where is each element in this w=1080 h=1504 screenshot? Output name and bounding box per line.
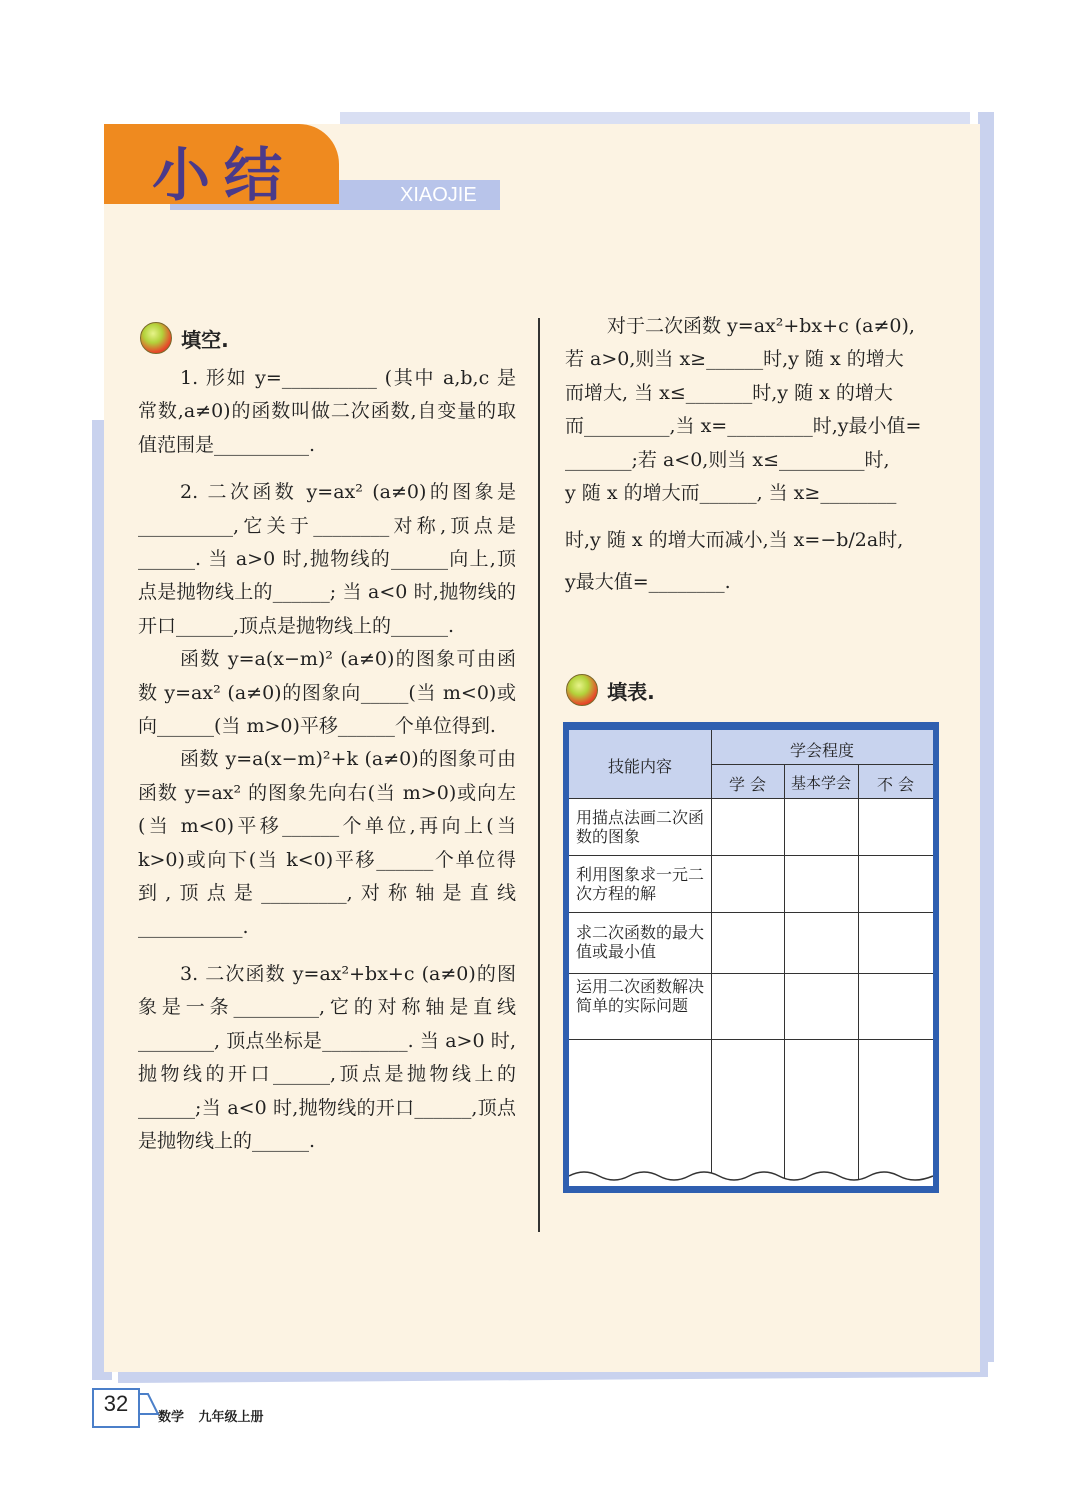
question-2-vertex: 函数 y=a(x−m)²+k (a≠0)的图象可由函数 y=ax² 的图象先向右(当 m>0)或向左(当 m<0)平移______个单位,再向上(当 k>0)或向下(当 k<0)平移______个单位得到,顶点是_________,对称轴是直线___________. <box>138 748 516 938</box>
page-number: 32 <box>103 1391 129 1416</box>
page-title: 小结 <box>152 141 297 209</box>
right-line-6: y 随 x 的增大而______, 当 x≥________ <box>565 482 897 505</box>
right-line-7: 时,y 随 x 的增大而减小,当 x=−b/2a时, <box>565 529 904 552</box>
right-line-8: y最大值=________. <box>565 570 731 593</box>
table-row-skill-1: 用描点法画二次函数的图象 <box>576 808 705 846</box>
table-hline <box>569 1039 933 1040</box>
header-not-learned: 不 会 <box>876 775 915 794</box>
table-hline <box>569 855 933 856</box>
right-line-1: 对于二次函数 y=ax²+bx+c (a≠0), <box>607 315 915 337</box>
table-wavy-edge <box>569 1166 933 1186</box>
page-corner-arrow-icon <box>138 1392 160 1422</box>
skills-table <box>569 730 933 1186</box>
book-title: 数学 九年级上册 <box>158 1410 264 1425</box>
question-3: 3. 二次函数 y=ax²+bx+c (a≠0)的图象是一条_________,它的对称轴是直线________, 顶点坐标是_________. 当 a>0 时,抛物线的开口______,顶点是抛物线上的______;当 a<0 时,抛物线的开口______,顶点是抛物线上的______. <box>138 962 516 1152</box>
fill-blank-icon <box>140 322 172 354</box>
fill-table-icon <box>566 674 598 706</box>
page-top-strip <box>340 112 970 124</box>
section-fill-blank <box>140 322 229 354</box>
table-row-skill-3: 求二次函数的最大值或最小值 <box>576 923 705 961</box>
section-fill-table <box>566 674 655 706</box>
right-line-5: _______;若 a<0,则当 x≤_________时, <box>565 448 890 471</box>
table-hline <box>569 798 933 799</box>
table-vline <box>784 764 785 1186</box>
page-shadow-right <box>978 112 994 1362</box>
table-row-skill-4: 运用二次函数解决简单的实际问题 <box>576 977 705 1015</box>
column-divider <box>538 318 540 1232</box>
right-line-3: 而增大, 当 x≤_______时,y 随 x 的增大 <box>565 381 893 404</box>
header-mastery-level: 学会程度 <box>789 741 854 760</box>
header-skill-content: 技能内容 <box>607 757 672 776</box>
table-hline <box>569 973 933 974</box>
header-basically-learned: 基本学会 <box>790 774 851 792</box>
question-1: 1. 形如 y=__________ (其中 a,b,c 是常数,a≠0)的函数叫做二次函数,自变量的取值范围是__________. <box>138 367 516 456</box>
table-hline <box>569 912 933 913</box>
right-line-4: 而_________,当 x=_________时,y最小值= <box>565 415 922 438</box>
header-learned: 学 会 <box>728 775 767 794</box>
right-column-text <box>565 310 943 599</box>
question-2: 2. 二次函数 y=ax² (a≠0)的图象是__________,它关于________对称,顶点是______. 当 a>0 时,抛物线的______向上,顶点是抛物线上的______; 当 a<0 时,抛物线的开口______,顶点是抛物线上的______. <box>138 481 516 637</box>
table-vline <box>858 764 859 1186</box>
table-hline <box>711 764 933 765</box>
question-2-shift: 函数 y=a(x−m)² (a≠0)的图象可由函数 y=ax² (a≠0)的图象向_____(当 m<0)或向______(当 m>0)平移______个单位得到. <box>138 648 516 738</box>
table-row-skill-2: 利用图象求一元二次方程的解 <box>576 865 705 903</box>
section-title-fill-blank: 填空. <box>181 327 229 352</box>
left-column-text <box>138 362 516 1158</box>
right-line-2: 若 a>0,则当 x≥______时,y 随 x 的增大 <box>565 348 904 371</box>
page-subtitle: XIAOJIE <box>400 184 477 206</box>
section-title-fill-table: 填表. <box>607 679 655 704</box>
